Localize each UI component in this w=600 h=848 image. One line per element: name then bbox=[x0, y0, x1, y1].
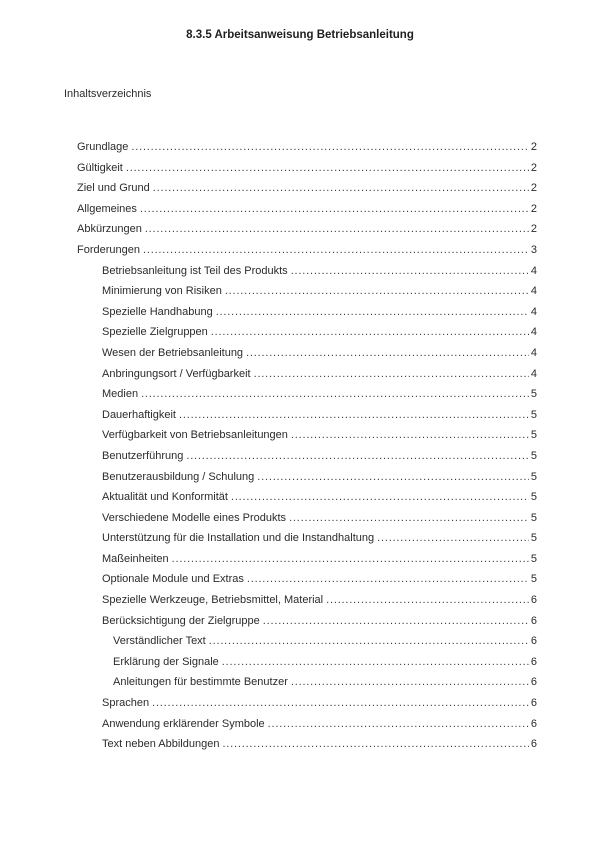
toc-entry bbox=[77, 285, 537, 306]
toc-entry bbox=[77, 388, 537, 409]
toc-entry-label: Erklärung der Signale bbox=[113, 655, 219, 668]
toc-heading: Inhaltsverzeichnis bbox=[64, 88, 152, 100]
toc-leader-dots bbox=[246, 347, 529, 359]
toc-leader-dots bbox=[291, 429, 529, 441]
toc-entry-label: Aktualität und Konformität bbox=[102, 491, 228, 504]
toc-page-number: 4 bbox=[530, 285, 537, 298]
document-title: 8.3.5 Arbeitsanweisung Betriebsanleitung bbox=[186, 29, 414, 41]
toc-leader-dots bbox=[263, 615, 529, 627]
toc-page-number: 5 bbox=[530, 449, 537, 462]
toc-leader-dots bbox=[140, 203, 529, 215]
toc-page-number: 6 bbox=[530, 614, 537, 627]
toc-entry-label: Grundlage bbox=[77, 141, 129, 153]
toc-entry-label: Allgemeines bbox=[77, 202, 137, 215]
toc-page-number: 4 bbox=[530, 346, 537, 359]
toc-entry bbox=[77, 450, 537, 471]
toc-entry bbox=[77, 697, 537, 718]
toc-page-number: 4 bbox=[530, 367, 537, 380]
toc-page-number: 6 bbox=[530, 676, 537, 689]
toc-page-number: 2 bbox=[530, 141, 537, 153]
toc-entry bbox=[77, 141, 537, 162]
toc-entry bbox=[77, 223, 537, 244]
toc-page-number: 2 bbox=[530, 202, 537, 215]
toc-leader-dots bbox=[216, 306, 529, 318]
toc-page-number: 5 bbox=[530, 511, 537, 524]
toc-entry-label: Benutzerausbildung / Schulung bbox=[102, 470, 255, 483]
toc-entry bbox=[77, 162, 537, 183]
toc-entry-label: Ziel und Grund bbox=[77, 182, 150, 195]
toc-page-number: 2 bbox=[530, 223, 537, 236]
toc-leader-dots bbox=[172, 553, 529, 565]
toc-leader-dots bbox=[186, 450, 529, 462]
toc-entry bbox=[77, 265, 537, 286]
toc-entry-label: Berücksichtigung der Zielgruppe bbox=[102, 614, 260, 627]
toc-leader-dots bbox=[254, 368, 529, 380]
toc-leader-dots bbox=[131, 141, 529, 153]
toc-entry-label: Anleitungen für bestimmte Benutzer bbox=[113, 676, 288, 689]
toc-leader-dots bbox=[377, 532, 529, 544]
toc-page-number: 4 bbox=[530, 326, 537, 339]
toc-leader-dots bbox=[291, 265, 529, 277]
toc-leader-dots bbox=[179, 409, 529, 421]
toc-leader-dots bbox=[143, 244, 529, 256]
toc-entry-label: Maßeinheiten bbox=[102, 552, 169, 565]
toc-leader-dots bbox=[257, 471, 529, 483]
toc-entry bbox=[77, 306, 537, 327]
toc-page-number: 5 bbox=[530, 408, 537, 421]
toc-entry-label: Spezielle Werkzeuge, Betriebsmittel, Material bbox=[102, 594, 324, 607]
toc-leader-dots bbox=[222, 738, 528, 750]
toc-entry-label: Forderungen bbox=[77, 243, 140, 256]
toc-entry-label: Abkürzungen bbox=[77, 223, 142, 236]
toc-page-number: 5 bbox=[530, 388, 537, 401]
toc-entry-label: Betriebsanleitung ist Teil des Produkts bbox=[102, 264, 288, 277]
toc-entry bbox=[77, 409, 537, 430]
toc-entry-label: Unterstützung für die Installation und die Instandhaltung bbox=[102, 532, 375, 545]
toc-leader-dots bbox=[291, 676, 529, 688]
toc-entry bbox=[77, 738, 537, 759]
toc-entry bbox=[77, 203, 537, 224]
toc-entry bbox=[77, 368, 537, 389]
toc-leader-dots bbox=[152, 697, 529, 709]
toc-page-number: 2 bbox=[530, 182, 537, 195]
toc-entry-label: Spezielle Handhabung bbox=[102, 305, 213, 318]
toc-page-number: 6 bbox=[530, 738, 537, 751]
toc-entry bbox=[77, 244, 537, 265]
toc-entry-label: Medien bbox=[102, 388, 139, 401]
toc-entry bbox=[77, 326, 537, 347]
toc-entry-label: Verfügbarkeit von Betriebsanleitungen bbox=[102, 429, 288, 442]
toc-entry-label: Verständlicher Text bbox=[113, 635, 206, 648]
toc-page-number: 4 bbox=[530, 305, 537, 318]
toc-entry bbox=[77, 512, 537, 533]
toc-leader-dots bbox=[145, 223, 529, 235]
toc-leader-dots bbox=[153, 182, 529, 194]
toc-page-number: 6 bbox=[530, 697, 537, 710]
toc-page-number: 6 bbox=[530, 635, 537, 648]
table-of-contents bbox=[77, 141, 537, 759]
toc-entry-label: Anbringungsort / Verfügbarkeit bbox=[102, 367, 251, 380]
toc-page-number: 6 bbox=[530, 594, 537, 607]
toc-leader-dots bbox=[225, 285, 529, 297]
toc-entry bbox=[77, 347, 537, 368]
toc-entry bbox=[77, 182, 537, 203]
toc-entry bbox=[77, 656, 537, 677]
toc-leader-dots bbox=[126, 162, 529, 174]
toc-leader-dots bbox=[326, 594, 529, 606]
toc-entry-label: Spezielle Zielgruppen bbox=[102, 326, 208, 339]
toc-page-number: 5 bbox=[530, 532, 537, 545]
toc-entry bbox=[77, 532, 537, 553]
toc-page-number: 5 bbox=[530, 470, 537, 483]
toc-entry bbox=[77, 573, 537, 594]
toc-page-number: 6 bbox=[530, 717, 537, 730]
toc-entry-label: Anwendung erklärender Symbole bbox=[102, 717, 265, 730]
toc-leader-dots bbox=[209, 635, 529, 647]
toc-leader-dots bbox=[268, 718, 529, 730]
toc-page-number: 6 bbox=[530, 655, 537, 668]
toc-entry bbox=[77, 491, 537, 512]
toc-leader-dots bbox=[222, 656, 529, 668]
toc-entry bbox=[77, 718, 537, 739]
toc-entry bbox=[77, 635, 537, 656]
toc-entry-label: Gültigkeit bbox=[77, 161, 123, 174]
toc-entry-label: Minimierung von Risiken bbox=[102, 285, 222, 298]
toc-page-number: 4 bbox=[530, 264, 537, 277]
toc-leader-dots bbox=[211, 326, 529, 338]
toc-entry-label: Optionale Module und Extras bbox=[102, 573, 244, 586]
toc-entry-label: Text neben Abbildungen bbox=[102, 738, 220, 751]
toc-entry bbox=[77, 676, 537, 697]
toc-page-number: 5 bbox=[530, 429, 537, 442]
toc-entry bbox=[77, 553, 537, 574]
toc-entry bbox=[77, 615, 537, 636]
toc-page-number: 5 bbox=[530, 573, 537, 586]
toc-leader-dots bbox=[247, 573, 529, 585]
toc-leader-dots bbox=[231, 491, 529, 503]
toc-leader-dots bbox=[141, 388, 529, 400]
toc-page-number: 5 bbox=[530, 491, 537, 504]
toc-entry bbox=[77, 594, 537, 615]
toc-entry-label: Verschiedene Modelle eines Produkts bbox=[102, 511, 287, 524]
toc-entry bbox=[77, 471, 537, 492]
toc-entry bbox=[77, 429, 537, 450]
toc-page-number: 5 bbox=[530, 552, 537, 565]
toc-page-number: 2 bbox=[530, 161, 537, 174]
toc-leader-dots bbox=[289, 512, 529, 524]
toc-entry-label: Sprachen bbox=[102, 697, 150, 710]
toc-page-number: 3 bbox=[530, 243, 537, 256]
toc-entry-label: Benutzerführung bbox=[102, 449, 184, 462]
toc-entry-label: Dauerhaftigkeit bbox=[102, 408, 176, 421]
toc-entry-label: Wesen der Betriebsanleitung bbox=[102, 346, 244, 359]
